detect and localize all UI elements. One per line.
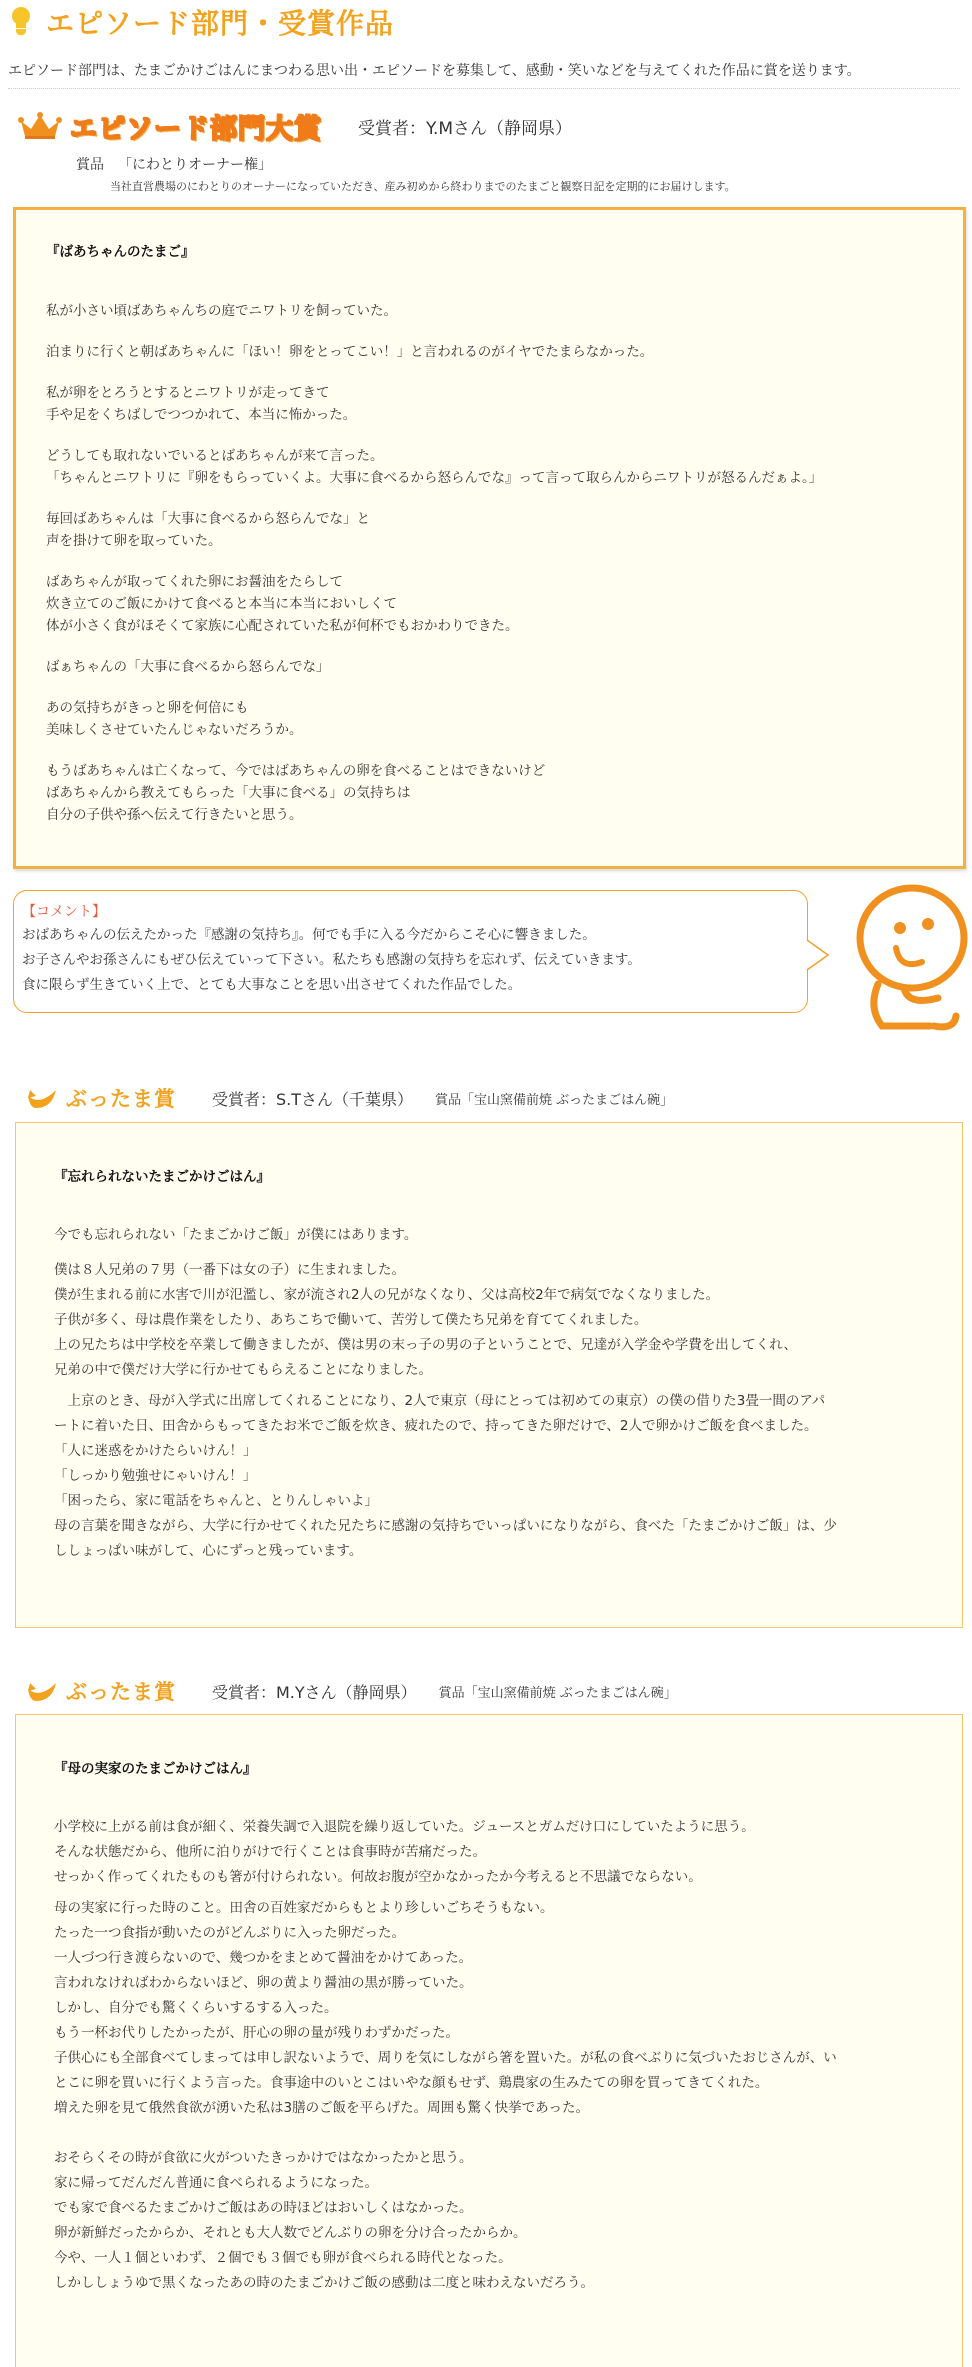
comment-label: 【コメント】 bbox=[22, 904, 106, 920]
chick-bird-icon bbox=[26, 1679, 58, 1703]
story-paragraph bbox=[46, 697, 933, 741]
story-line: 今や、一人１個といわず、２個でも３個でも卵が食べられる時代となった。 bbox=[54, 2250, 512, 2266]
story-paragraph bbox=[46, 508, 933, 552]
story-line: 兄弟の中で僕だけ大学に行かせてもらえることになりました。 bbox=[54, 1362, 432, 1378]
grand-prize-title: エピソード部門大賞 bbox=[70, 113, 322, 145]
story-line: おそらくその時が食欲に火がついたきっかけではなかったかと思う。 bbox=[54, 2150, 473, 2166]
story-line: せっかく作ってくれたものも箸が付けられない。何故お腹が空かなかったか今考えると不思議でならない。 bbox=[54, 1869, 702, 1885]
story-paragraph bbox=[54, 1389, 930, 1564]
story-paragraph bbox=[54, 1258, 930, 1383]
story-line: 私が小さい頃ばあちゃんちの庭でニワトリを飼っていた。 bbox=[46, 303, 397, 319]
story-line: 声を掛けて卵を取っていた。 bbox=[46, 533, 222, 549]
butta-prize-story-box bbox=[15, 1122, 963, 1628]
prize-description: 当社直営農場のにわとりのオーナーになっていただき、産み初めから終わりまでのたまごと観察日記を定期的にお届けします。 bbox=[110, 180, 736, 193]
story-line: 上の兄たちは中学校を卒業して働きましたが、僕は男の末っ子の男の子ということで、兄達が入学金や学費を出してくれ、 bbox=[54, 1337, 798, 1353]
butta-prize-item: 賞品「宝山窯備前焼 ぶったまごはん碗」 bbox=[438, 1685, 677, 1701]
story-line: 子供心にも全部食べてしまっては申し訳ないようで、周りを気にしながら箸を置いた。が私の食べぶりに気づいたおじさんが、い bbox=[54, 2050, 837, 2066]
story-line: 炊き立てのご飯にかけて食べると本当に本当においしくて bbox=[46, 596, 397, 612]
story-line: 卵が新鮮だったからか、それとも大人数でどんぶりの卵を分け合ったからか。 bbox=[54, 2225, 527, 2241]
crown-icon bbox=[18, 112, 62, 140]
butta-prize-title: ぶったま賞 bbox=[66, 1680, 176, 1704]
bubble-tail bbox=[806, 938, 830, 972]
prize-label: 賞品 bbox=[76, 157, 104, 173]
butta-prize-heading bbox=[26, 1676, 677, 1706]
grand-prize-heading bbox=[18, 106, 572, 146]
story-line: そんな状態だから、他所に泊りがけで行くことは食事時が苦痛だった。 bbox=[54, 1844, 486, 1860]
story-line: たった一つ食指が動いたのがどんぶりに入った卵だった。 bbox=[54, 1925, 405, 1941]
story-line: 一人づつ行き渡らないので、幾つかをまとめて醤油をかけてあった。 bbox=[54, 1950, 473, 1966]
page-title: エピソード部門・受賞作品 bbox=[46, 7, 395, 40]
story-paragraph bbox=[46, 300, 933, 322]
butta-prize-heading bbox=[26, 1083, 673, 1113]
story-paragraph bbox=[46, 341, 933, 363]
story-line: ばあちゃんが取ってくれた卵にお醤油をたらして bbox=[46, 574, 343, 590]
butta-prize-winner: 受賞者：M.Yさん（静岡県） bbox=[212, 1682, 417, 1702]
story-line: ばぁちゃんの「大事に食べるから怒らんでな」 bbox=[46, 659, 330, 675]
comment-line: おばあちゃんの伝えたかった『感謝の気持ち』。何でも手に入る今だからこそ心に響きました。 bbox=[22, 927, 596, 943]
intro-text: エピソード部門は、たまごかけごはんにまつわる思い出・エピソードを募集して、感動・笑いなどを与えてくれた作品に賞を送ります。 bbox=[8, 63, 861, 79]
story-line: 家に帰ってだんだん普通に食べられるようになった。 bbox=[54, 2175, 378, 2191]
story-body bbox=[54, 1223, 930, 1564]
story-line: でも家で食べるたまごかけご飯はあの時ほどはおいしくはなかった。 bbox=[54, 2200, 473, 2216]
story-line: ししょっぱい味がして、心にずっと残っています。 bbox=[54, 1543, 363, 1559]
story-line: 「人に迷惑をかけたらいけん！」 bbox=[54, 1443, 257, 1459]
story-line: ばあちゃんから教えてもらった「大事に食べる」の気持ちは bbox=[46, 785, 411, 801]
comment-line: お子さんやお孫さんにもぜひ伝えていって下さい。私たちも感謝の気持ちを忘れず、伝えていきます。 bbox=[22, 952, 641, 968]
story-paragraph bbox=[46, 382, 933, 426]
story-paragraph bbox=[54, 2146, 930, 2296]
chick-bird-icon bbox=[26, 1086, 58, 1110]
story-line: 上京のとき、母が入学式に出席してくれることになり、2人で東京（母にとっては初めての東京）の僕の借りた3畳一間のアパ bbox=[54, 1393, 826, 1409]
prize-name: 「にわとりオーナー権」 bbox=[118, 157, 272, 173]
story-line: 今でも忘れられない「たまごかけご飯」が僕にはあります。 bbox=[54, 1227, 418, 1243]
story-paragraph bbox=[46, 656, 933, 678]
story-line: どうしても取れないでいるとばあちゃんが来て言った。 bbox=[46, 448, 384, 464]
story-paragraph bbox=[46, 571, 933, 637]
story-line: 泊まりに行くと朝ばあちゃんに「ほい！卵をとってこい！」と言われるのがイヤでたまらなかった。 bbox=[46, 344, 654, 360]
story-line: 増えた卵を見て俄然食欲が湧いた私は3膳のご飯を平らげた。周囲も驚く快挙であった。 bbox=[54, 2100, 589, 2116]
story-line: もう一杯お代りしたかったが、肝心の卵の量が残りわずかだった。 bbox=[54, 2025, 459, 2041]
story-line: 僕は８人兄弟の７男（一番下は女の子）に生まれました。 bbox=[54, 1262, 405, 1278]
story-line: 「しっかり勉強せにゃいけん！」 bbox=[54, 1468, 257, 1484]
story-line: 体が小さく食がほそくて家族に心配されていた私が何杯でもおかわりできた。 bbox=[46, 618, 519, 634]
story-line: 毎回ばあちゃんは「大事に食べるから怒らんでな」と bbox=[46, 511, 370, 527]
story-line: もうばあちゃんは亡くなって、今ではばあちゃんの卵を食べることはできないけど bbox=[46, 763, 546, 779]
comment-bubble bbox=[13, 890, 808, 1013]
story-line: 言われなければわからないほど、卵の黄より醤油の黒が勝っていた。 bbox=[54, 1975, 473, 1991]
butta-prize-story-box bbox=[15, 1714, 963, 2367]
grand-prize-winner: 受賞者：Y.Mさん（静岡県） bbox=[358, 118, 573, 139]
grand-prize-story-box bbox=[13, 207, 966, 869]
comment-line: 食に限らず生きていく上で、とても大事なことを思い出させてくれた作品でした。 bbox=[22, 977, 522, 993]
section-header bbox=[10, 6, 394, 38]
story-line: しかし、自分でも驚くくらいするする入った。 bbox=[54, 2000, 338, 2016]
story-line: ートに着いた日、田舎からもってきたお米でご飯を炊き、疲れたので、持ってきた卵だけで、2人で卵かけご飯を食べました。 bbox=[54, 1418, 818, 1434]
story-title: 『母の実家のたまごかけごはん』 bbox=[54, 1761, 257, 1777]
butta-prize-winner: 受賞者：S.Tさん（千葉県） bbox=[212, 1089, 414, 1109]
story-line: 「ちゃんとニワトリに『卵をもらっていくよ。大事に食べるから怒らんでな』って言って取らんからニワトリが怒るんだぁよ。」 bbox=[46, 470, 823, 486]
story-body bbox=[46, 300, 933, 826]
story-paragraph bbox=[54, 1223, 930, 1248]
butta-prize-item: 賞品「宝山窯備前焼 ぶったまごはん碗」 bbox=[435, 1092, 674, 1108]
story-paragraph bbox=[46, 760, 933, 826]
story-line: 手や足をくちばしでつつかれて、本当に怖かった。 bbox=[46, 407, 357, 423]
dotted-divider bbox=[8, 88, 960, 89]
story-title: 『忘れられないたまごかけごはん』 bbox=[54, 1169, 270, 1185]
butta-prize-title: ぶったま賞 bbox=[66, 1087, 176, 1111]
story-line: 「困ったら、家に電話をちゃんと、とりんしゃいよ」 bbox=[54, 1493, 378, 1509]
story-line: とこに卵を買いに行くよう言った。食事途中のいとこはいやな顔もせず、鶏農家の生みたての卵を買ってきてくれた。 bbox=[54, 2075, 769, 2091]
story-line: 自分の子供や孫へ伝えて行きたいと思う。 bbox=[46, 807, 303, 823]
story-line: 子供が多く、母は農作業をしたり、あちこちで働いて、苦労して僕たち兄弟を育ててくれました。 bbox=[54, 1312, 648, 1328]
story-line: 小学校に上がる前は食が細く、栄養失調で入退院を繰り返していた。ジュースとガムだけ口にしていたように思う。 bbox=[54, 1819, 755, 1835]
story-title: 『ばあちゃんのたまご』 bbox=[46, 244, 195, 260]
lightbulb-icon bbox=[10, 7, 32, 37]
story-line: 美味しくさせていたんじゃないだろうか。 bbox=[46, 722, 303, 738]
story-body bbox=[54, 1815, 930, 2296]
story-line: しかししょうゆで黒くなったあの時のたまごかけご飯の感動は二度と味わえないだろう。 bbox=[54, 2275, 594, 2291]
story-line: 僕が生まれる前に水害で川が氾濫し、家が流され2人の兄がなくなり、父は高校2年で病気でなくなりました。 bbox=[54, 1287, 720, 1303]
egg-mascot-illustration bbox=[838, 880, 968, 1040]
story-paragraph bbox=[54, 1896, 930, 2121]
story-paragraph bbox=[54, 1815, 930, 1890]
story-line: 私が卵をとろうとするとニワトリが走ってきて bbox=[46, 385, 330, 401]
story-paragraph bbox=[46, 445, 933, 489]
grand-prize-item bbox=[76, 154, 272, 174]
story-line: 母の言葉を聞きながら、大学に行かせてくれた兄たちに感謝の気持ちでいっぱいになりながら、食べた「たまごかけご飯」は、少 bbox=[54, 1518, 837, 1534]
story-line: あの気持ちがきっと卵を何倍にも bbox=[46, 700, 249, 716]
story-line: 母の実家に行った時のこと。田舎の百姓家だからもとより珍しいごちそうもない。 bbox=[54, 1900, 554, 1916]
